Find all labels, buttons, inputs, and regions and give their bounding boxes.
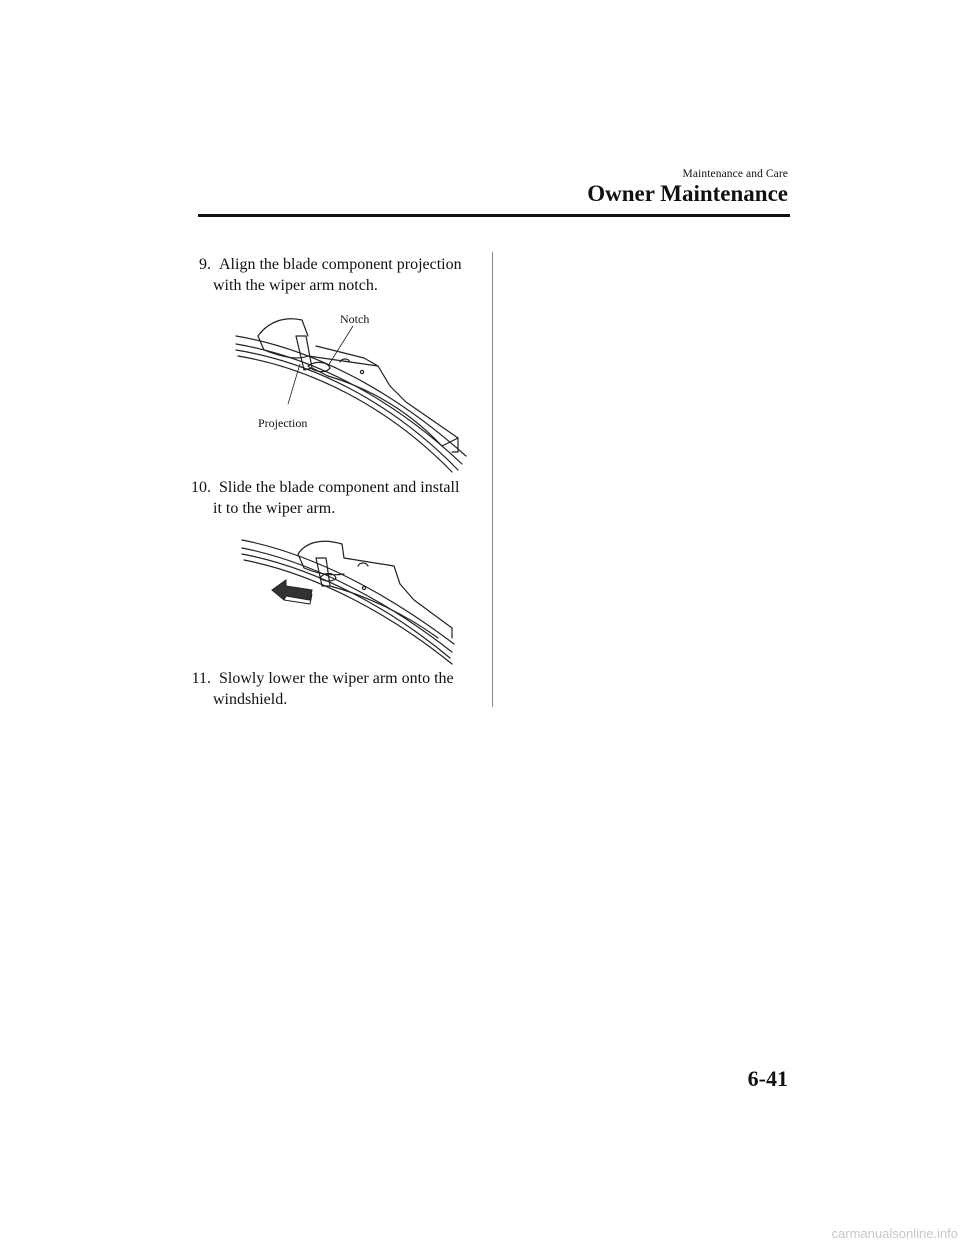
- figure-slide-blade: [238, 534, 460, 666]
- header-rule: [198, 214, 790, 217]
- step-text: Slowly lower the wiper arm onto the: [219, 670, 454, 687]
- step-10: [173, 477, 473, 519]
- figure-align-projection: [228, 306, 476, 474]
- site-watermark: carmanualsonline.info: [831, 1226, 958, 1241]
- step-text-continued: windshield.: [213, 691, 288, 708]
- page-title: Owner Maintenance: [587, 181, 788, 206]
- step-number: 9.: [199, 256, 211, 273]
- wiper-blade-illustration: [228, 306, 476, 474]
- wiper-blade-slide-illustration: [238, 534, 460, 666]
- step-11: [173, 668, 473, 710]
- projection-label: Projection: [258, 416, 308, 430]
- column-divider: [492, 252, 493, 707]
- slide-direction-arrow-icon: [272, 580, 312, 600]
- notch-label: Notch: [340, 312, 370, 326]
- step-text-continued: it to the wiper arm.: [213, 500, 336, 517]
- step-text: Align the blade component projection: [219, 256, 462, 273]
- page-number: 6-41: [747, 1066, 788, 1091]
- section-header: Maintenance and Care: [682, 168, 788, 180]
- step-9: [173, 254, 473, 296]
- step-text: Slide the blade component and install: [219, 479, 460, 496]
- step-number: 10.: [191, 479, 211, 496]
- step-number: 11.: [191, 670, 211, 687]
- step-text-continued: with the wiper arm notch.: [213, 277, 378, 294]
